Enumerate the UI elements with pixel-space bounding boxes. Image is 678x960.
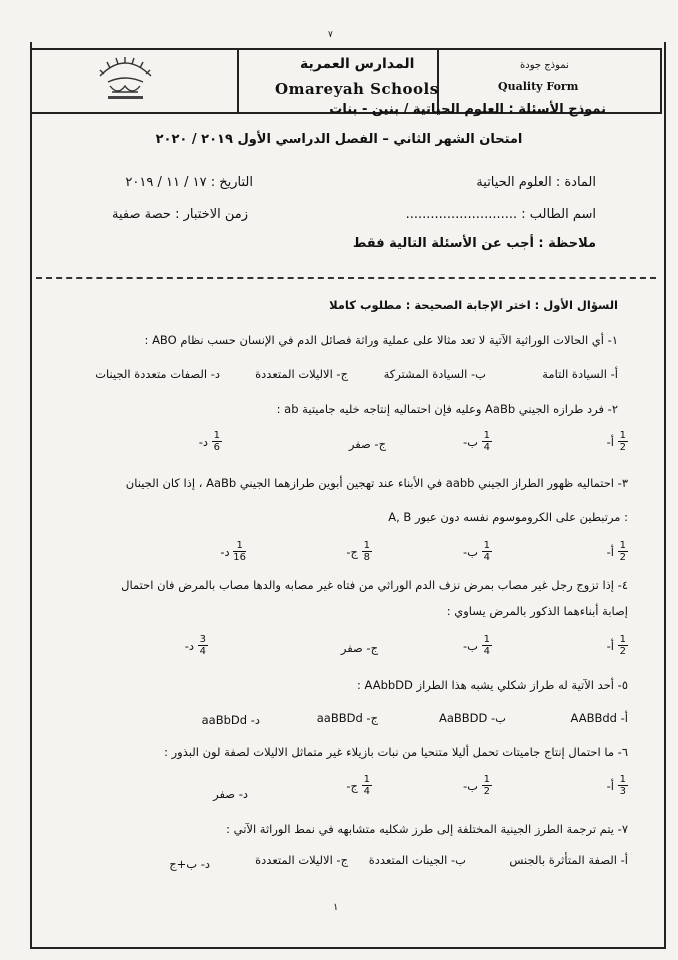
- fraction: [212, 430, 222, 453]
- duration-line: زمن الاختبار : حصة صفية: [112, 207, 248, 222]
- separator-line: [36, 277, 656, 279]
- option-a[interactable]: [607, 634, 628, 657]
- denominator: 8: [363, 552, 370, 563]
- option-c[interactable]: [341, 640, 378, 655]
- option-label: أ- الصفة المتأثرة بالجنس: [509, 852, 628, 867]
- numerator: 1: [619, 634, 626, 645]
- fraction: [362, 774, 372, 797]
- option-d[interactable]: [202, 712, 260, 727]
- option-label: أ-: [606, 434, 614, 449]
- denominator: 6: [213, 442, 220, 453]
- fraction: [618, 634, 628, 657]
- denominator: 4: [199, 646, 206, 657]
- option-c[interactable]: [346, 774, 372, 797]
- option-label: ج-: [346, 778, 358, 793]
- denominator: 2: [483, 786, 490, 797]
- question-text: ٣- احتماليه ظهور الطراز الجيني aabb في الأبناء عند تهجين أبوين طرازهما الجيني AaBb ، إذا كان الجينان: [125, 476, 628, 490]
- option-d[interactable]: د- الصفات متعددة الجينات: [95, 366, 220, 381]
- option-a[interactable]: [607, 540, 628, 563]
- option-label: ب- الجينات المتعددة: [368, 852, 466, 867]
- numerator: 1: [483, 430, 490, 441]
- question-text-continued: إصابة أبناءهما الذكور بالمرض يساوي :: [446, 604, 628, 618]
- fraction: [362, 540, 372, 563]
- option-c[interactable]: [346, 540, 372, 563]
- section-title: السؤال الأول : اختر الإجابة الصحيحة : مطلوب كاملا: [329, 298, 618, 312]
- denominator: 2: [619, 442, 626, 453]
- numerator: 1: [363, 774, 370, 785]
- question-text: ٧- يتم ترجمة الطرز الجينية المختلفة إلى طرز شكليه متشابهه في نمط الوراثة الآتي :: [226, 822, 628, 836]
- option-label: د-: [220, 544, 230, 559]
- option-a[interactable]: [509, 852, 628, 867]
- note-line: ملاحظة : أجب عن الأسئلة التالية فقط: [352, 236, 596, 251]
- option-d[interactable]: [220, 540, 246, 563]
- option-d[interactable]: [169, 856, 210, 871]
- denominator: 2: [619, 552, 626, 563]
- fraction: [482, 540, 492, 563]
- option-label: أ-: [606, 638, 614, 653]
- option-b[interactable]: [463, 540, 492, 563]
- numerator: 1: [619, 540, 626, 551]
- option-b[interactable]: [463, 774, 492, 797]
- fraction: [233, 540, 246, 563]
- fraction: [482, 774, 492, 797]
- option-d[interactable]: [185, 634, 208, 657]
- quality-form-arabic: نموذج جودة: [520, 60, 569, 71]
- option-label: د-: [184, 638, 194, 653]
- fraction: [482, 634, 492, 657]
- option-label: د- صفر: [213, 786, 248, 801]
- option-a[interactable]: [607, 430, 628, 453]
- fraction: [618, 430, 628, 453]
- student-name-line: اسم الطالب : ...........................: [405, 207, 596, 222]
- option-label: ج- صفر: [348, 436, 386, 451]
- denominator: 16: [233, 552, 246, 563]
- question-text: ٢- فرد طرازه الجيني AaBb وعليه فإن احتماليه إنتاجه خليه جاميتية ab :: [276, 402, 618, 416]
- option-label: ب-: [462, 434, 478, 449]
- denominator: 4: [363, 786, 370, 797]
- option-label: ب-: [462, 778, 478, 793]
- date-line: التاريخ : ١٧ / ١١ / ٢٠١٩: [125, 175, 253, 190]
- numerator: 1: [619, 430, 626, 441]
- fraction: [482, 430, 492, 453]
- option-b[interactable]: [463, 430, 492, 453]
- numerator: 1: [363, 540, 370, 551]
- subject-line: المادة : العلوم الحياتية: [476, 175, 596, 190]
- option-row: [542, 366, 618, 381]
- school-logo-icon: [88, 52, 163, 107]
- question-text: ٥- أحد الآتية له طراز شكلي يشبه هذا الطراز AAbbDD :: [357, 678, 628, 692]
- option-label: ب-: [462, 638, 478, 653]
- option-a[interactable]: [607, 774, 628, 797]
- option-label: د- aaBbDd: [201, 712, 260, 727]
- fraction: [618, 540, 628, 563]
- option-row: [255, 366, 348, 381]
- numerator: 1: [483, 774, 490, 785]
- option-b[interactable]: [369, 852, 466, 867]
- option-c[interactable]: ج- الاليلات المتعددة: [255, 366, 348, 381]
- option-label: أ-: [606, 544, 614, 559]
- option-label: أ- AABBdd: [570, 710, 628, 725]
- numerator: 1: [483, 634, 490, 645]
- option-a[interactable]: [571, 710, 628, 725]
- option-label: ج- الاليلات المتعددة: [255, 852, 348, 867]
- option-label: ب- AaBBDD: [438, 710, 506, 725]
- quality-form-english: Quality Form: [498, 80, 579, 93]
- option-c[interactable]: [255, 852, 348, 867]
- exam-title: امتحان الشهر الثاني – الفصل الدراسي الأول ٢٠١٩ / ٢٠٢٠: [155, 132, 523, 147]
- numerator: 1: [483, 540, 490, 551]
- page-number: ١: [333, 902, 339, 913]
- option-label: د-: [198, 434, 208, 449]
- option-b[interactable]: [439, 710, 506, 725]
- option-a[interactable]: أ- السيادة التامة: [542, 366, 618, 381]
- denominator: 4: [483, 646, 490, 657]
- question-text: ١- أي الحالات الوراثية الآتية لا تعد مثالا على عملية وراثة فصائل الدم في الإنسان حسب نظام ABO :: [144, 333, 618, 347]
- option-d[interactable]: [199, 430, 222, 453]
- option-b[interactable]: [463, 634, 492, 657]
- option-c[interactable]: [349, 436, 386, 451]
- fraction: [618, 774, 628, 797]
- header-divider: [237, 50, 239, 112]
- fraction: [198, 634, 208, 657]
- numerator: 1: [233, 540, 246, 552]
- option-d[interactable]: [213, 786, 248, 801]
- option-label: ب-: [462, 544, 478, 559]
- question-text-continued: A, B مرتبطين على الكروموسوم نفسه دون عبور :: [388, 510, 628, 524]
- model-title: نموذج الأسئلة : العلوم الحياتية / بنين - بنات: [329, 102, 606, 117]
- question-text: ٤- إذا تزوج رجل غير مصاب بمرض نزف الدم الوراثي من فتاه غير مصابه والدها مصاب بالمرض فان احتمال: [121, 578, 628, 592]
- denominator: 3: [619, 786, 626, 797]
- denominator: 4: [483, 442, 490, 453]
- option-label: ج-: [346, 544, 358, 559]
- option-row: [95, 366, 220, 381]
- option-b[interactable]: ب- السيادة المشتركة: [383, 366, 486, 381]
- option-label: ج- صفر: [340, 640, 378, 655]
- numerator: 3: [199, 634, 206, 645]
- school-name-arabic: المدارس العمرية: [300, 56, 415, 72]
- numerator: 1: [213, 430, 220, 441]
- numerator: 1: [619, 774, 626, 785]
- school-name-english: Omareyah Schools: [275, 80, 439, 98]
- option-label: د- ب+ج: [169, 856, 210, 871]
- denominator: 4: [483, 552, 490, 563]
- option-row: [384, 366, 486, 381]
- question-text: ٦- ما احتمال إنتاج جاميتات تحمل أليلا متنحيا من نبات بازيلاء غير متماثل الاليلات لصفة لون البذور :: [164, 745, 628, 759]
- denominator: 2: [619, 646, 626, 657]
- option-c[interactable]: [317, 710, 378, 725]
- option-label: أ-: [606, 778, 614, 793]
- option-label: ج- aaBBDd: [316, 710, 378, 725]
- top-mark: ٧: [328, 30, 333, 40]
